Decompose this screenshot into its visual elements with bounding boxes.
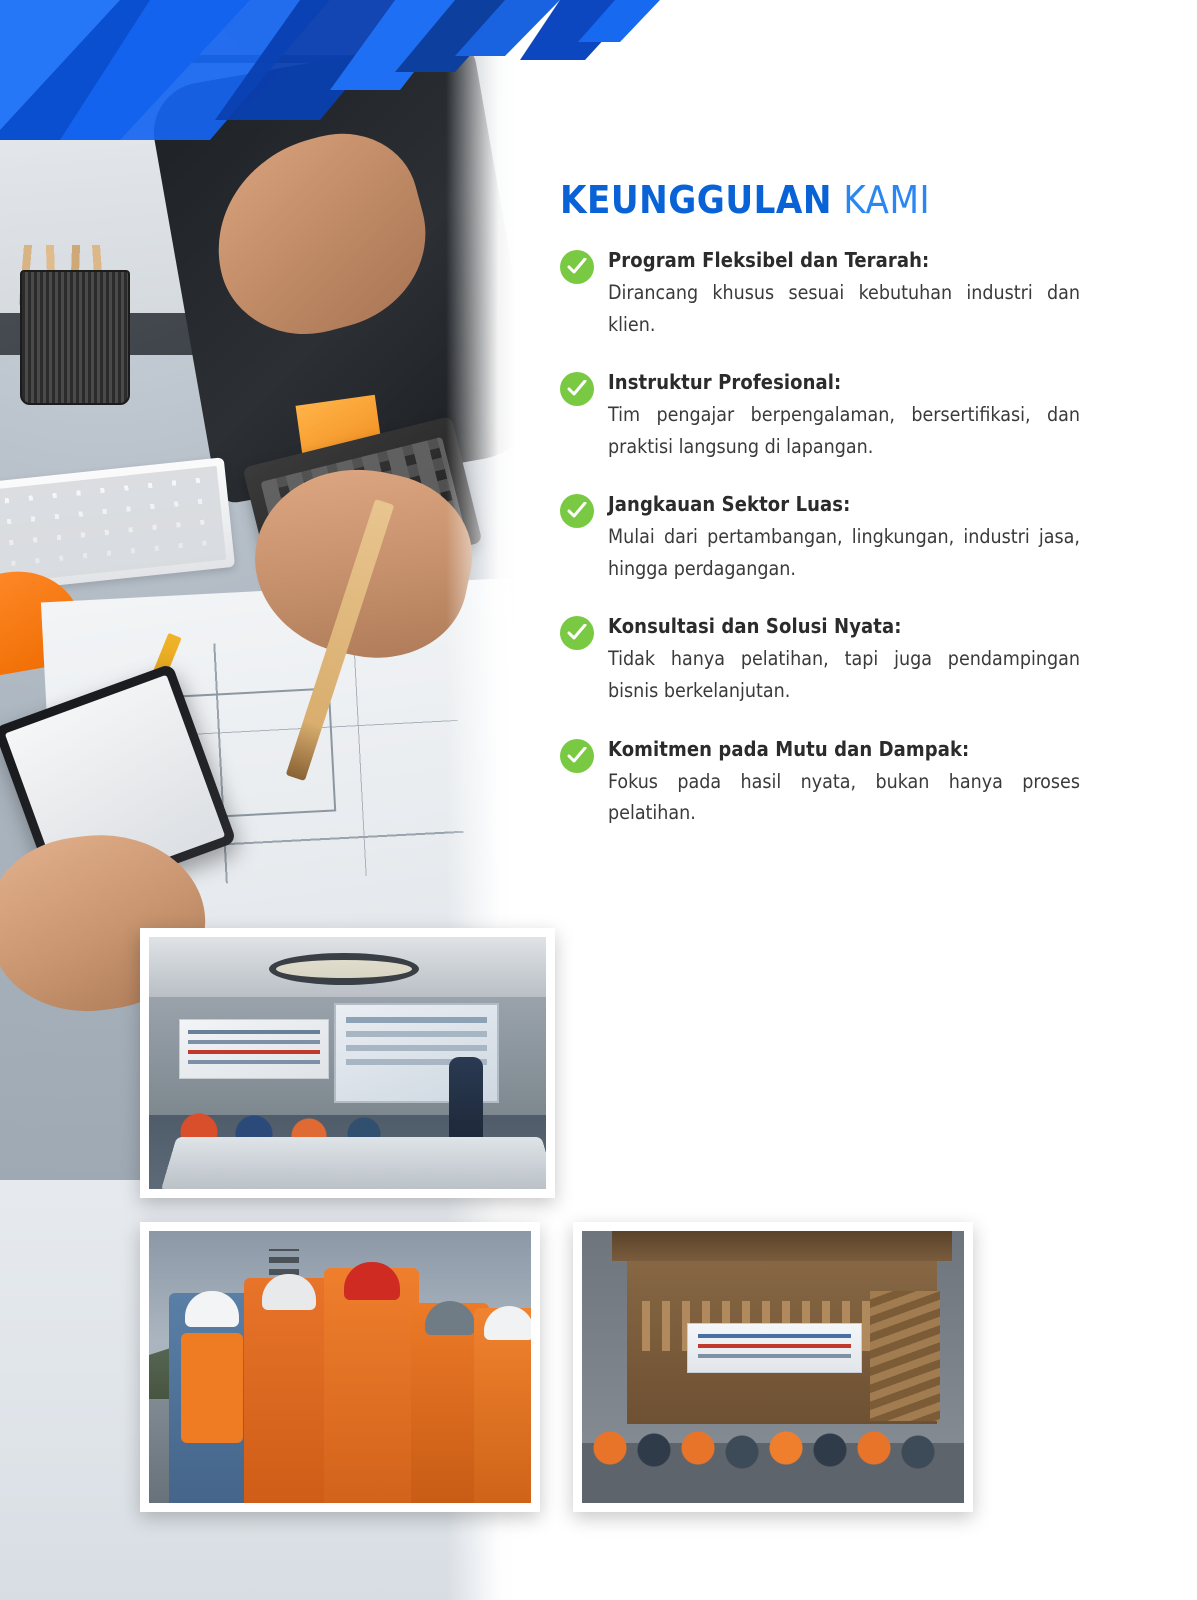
advantage-title: Instruktur Profesional:: [608, 370, 842, 395]
keyboard-shape: [0, 457, 235, 593]
worker-shape: [244, 1278, 334, 1503]
page-title-bold: KEUNGGULAN: [560, 178, 832, 222]
advantage-text: Tim pengajar berpengalaman, bersertifikasi, dan praktisi langsung di lapangan.: [608, 403, 1080, 458]
check-circle-icon: [560, 739, 594, 773]
group-photo-in-front-of-wooden-building: [573, 1222, 973, 1512]
advantage-text: Dirancang khusus sesuai kebutuhan industri dan klien.: [608, 281, 1080, 336]
advantage-item: [560, 492, 1080, 584]
worker-shape: [169, 1293, 254, 1503]
group-of-people-shape: [582, 1398, 964, 1503]
check-circle-icon: [560, 250, 594, 284]
roof-shape: [612, 1231, 952, 1261]
check-circle-icon: [560, 372, 594, 406]
ceiling-light-shape: [269, 953, 419, 985]
advantage-title: Komitmen pada Mutu dan Dampak:: [608, 736, 970, 761]
advantage-item: [560, 737, 1080, 829]
advantage-text: Fokus pada hasil nyata, bukan hanya proses pelatihan.: [608, 769, 1080, 825]
meeting-room-presentation-photo: [140, 928, 555, 1198]
page-title-light: KAMI: [843, 178, 931, 222]
advantage-title: Konsultasi dan Solusi Nyata:: [608, 614, 902, 639]
check-circle-icon: [560, 616, 594, 650]
advantage-text: Tidak hanya pelatihan, tapi juga pendampingan bisnis berkelanjutan.: [608, 647, 1080, 703]
advantage-text: Mulai dari pertambangan, lingkungan, industri jasa, hingga perdagangan.: [608, 525, 1080, 580]
advantage-item: [560, 614, 1080, 706]
advantage-item: [560, 248, 1080, 340]
event-banner-shape: [687, 1323, 862, 1373]
advantage-title: Program Fleksibel dan Terarah:: [608, 248, 930, 272]
pencil-holder-shape: [20, 270, 130, 405]
event-banner-shape: [179, 1019, 329, 1079]
conference-table-shape: [161, 1137, 546, 1189]
advantage-item: [560, 370, 1080, 462]
worker-shape: [474, 1308, 531, 1503]
advantages-section: [560, 178, 1080, 859]
advantage-title: Jangkauan Sektor Luas:: [608, 492, 851, 517]
worker-shape: [324, 1268, 419, 1503]
check-circle-icon: [560, 494, 594, 528]
page-title: [560, 178, 1080, 222]
field-workers-safety-vests-photo: [140, 1222, 540, 1512]
